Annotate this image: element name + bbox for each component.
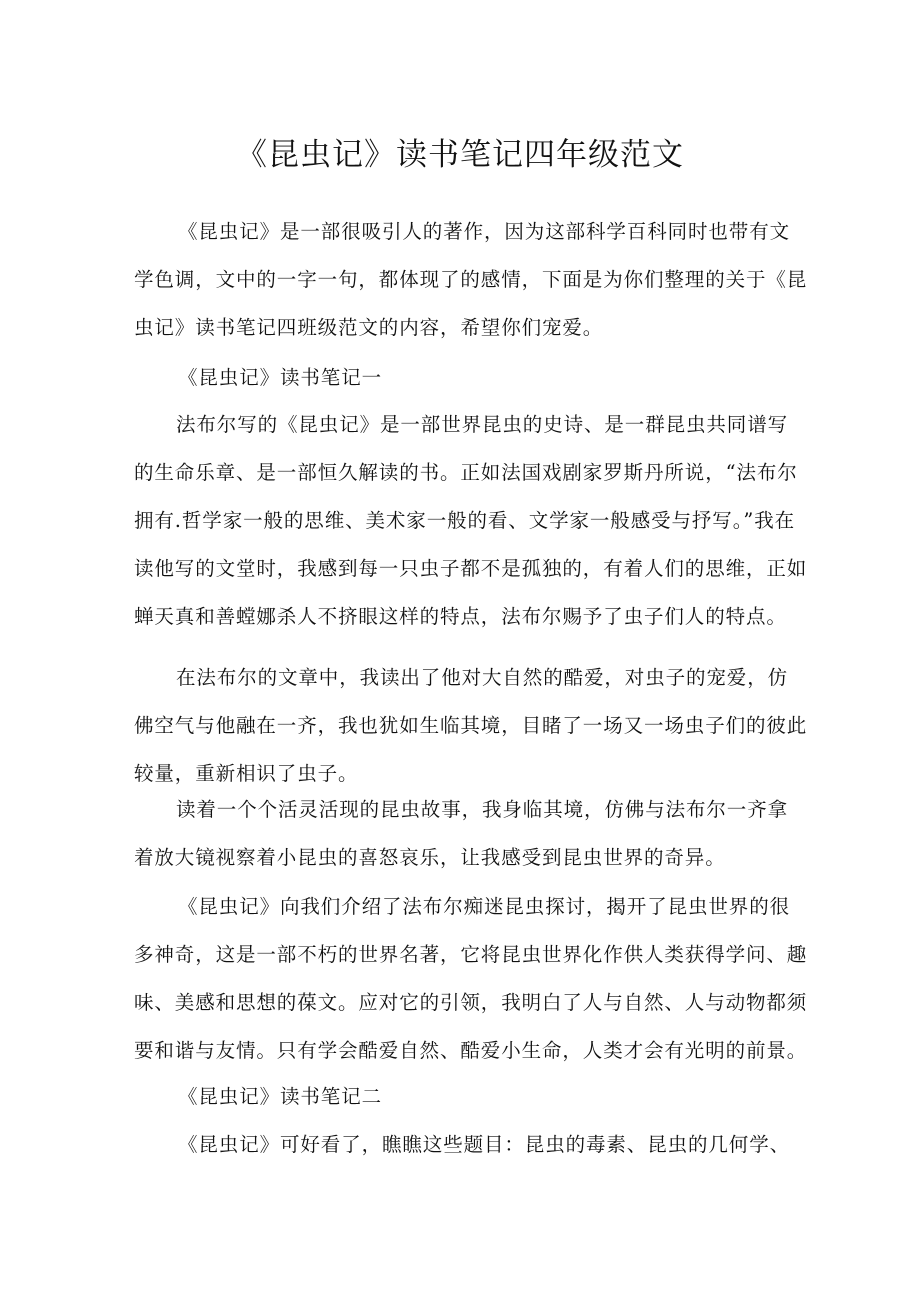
section-heading-2: 《昆虫记》读书笔记二 xyxy=(178,1085,383,1108)
paragraph-line: 在法布尔的文章中，我读出了他对大自然的酷爱，对虫子的宠爱，仿 xyxy=(176,666,789,689)
paragraph-line: 的生命乐章、是一部恒久解读的书。正如法国戏剧家罗斯丹所说，“法布尔 xyxy=(134,461,798,484)
paragraph-line: 《昆虫记》可好看了，瞧瞧这些题目：昆虫的毒素、昆虫的几何学、 xyxy=(178,1133,791,1156)
paragraph-line: 佛空气与他融在一齐，我也犹如生临其境，目睹了一场又一场虫子们的彼此 xyxy=(134,714,808,737)
document-title: 《昆虫记》读书笔记四年级范文 xyxy=(236,137,684,173)
intro-line-2: 学色调，文中的一字一句，都体现了的感情，下面是为你们整理的关于《昆 xyxy=(134,268,808,291)
paragraph-line: 蝉天真和善螳娜杀人不挤眼这样的特点，法布尔赐予了虫子们人的特点。 xyxy=(134,605,787,628)
section-heading-1: 《昆虫记》读书笔记一 xyxy=(178,366,383,389)
intro-line-3: 虫记》读书笔记四班级范文的内容，希望你们宠爱。 xyxy=(134,316,604,339)
paragraph-line: 读着一个个活灵活现的昆虫故事，我身临其境，仿佛与法布尔一齐拿 xyxy=(176,798,789,821)
paragraph-line: 《昆虫记》向我们介绍了法布尔痴迷昆虫探讨，揭开了昆虫世界的很 xyxy=(178,895,791,918)
paragraph-line: 较量，重新相识了虫子。 xyxy=(134,762,359,785)
paragraph-line: 着放大镜视察着小昆虫的喜怒哀乐，让我感受到昆虫世界的奇异。 xyxy=(134,846,726,869)
paragraph-line: 要和谐与友情。只有学会酷爱自然、酷爱小生命，人类才会有光明的前景。 xyxy=(134,1039,808,1062)
paragraph-line: 拥有.哲学家一般的思维、美术家一般的看、文学家一般感受与抒写。”我在 xyxy=(134,509,796,532)
paragraph-line: 法布尔写的《昆虫记》是一部世界昆虫的史诗、是一群昆虫共同谱写 xyxy=(176,413,789,436)
paragraph-line: 读他写的文堂时，我感到每一只虫子都不是孤独的，有着人们的思维，正如 xyxy=(134,557,808,580)
paragraph-line: 多神奇，这是一部不朽的世界名著，它将昆虫世界化作供人类获得学问、趣 xyxy=(134,943,808,966)
paragraph-line: 味、美感和思想的葆文。应对它的引领，我明白了人与自然、人与动物都须 xyxy=(134,991,808,1014)
intro-line-1: 《昆虫记》是一部很吸引人的著作，因为这部科学百科同时也带有文 xyxy=(178,220,791,243)
